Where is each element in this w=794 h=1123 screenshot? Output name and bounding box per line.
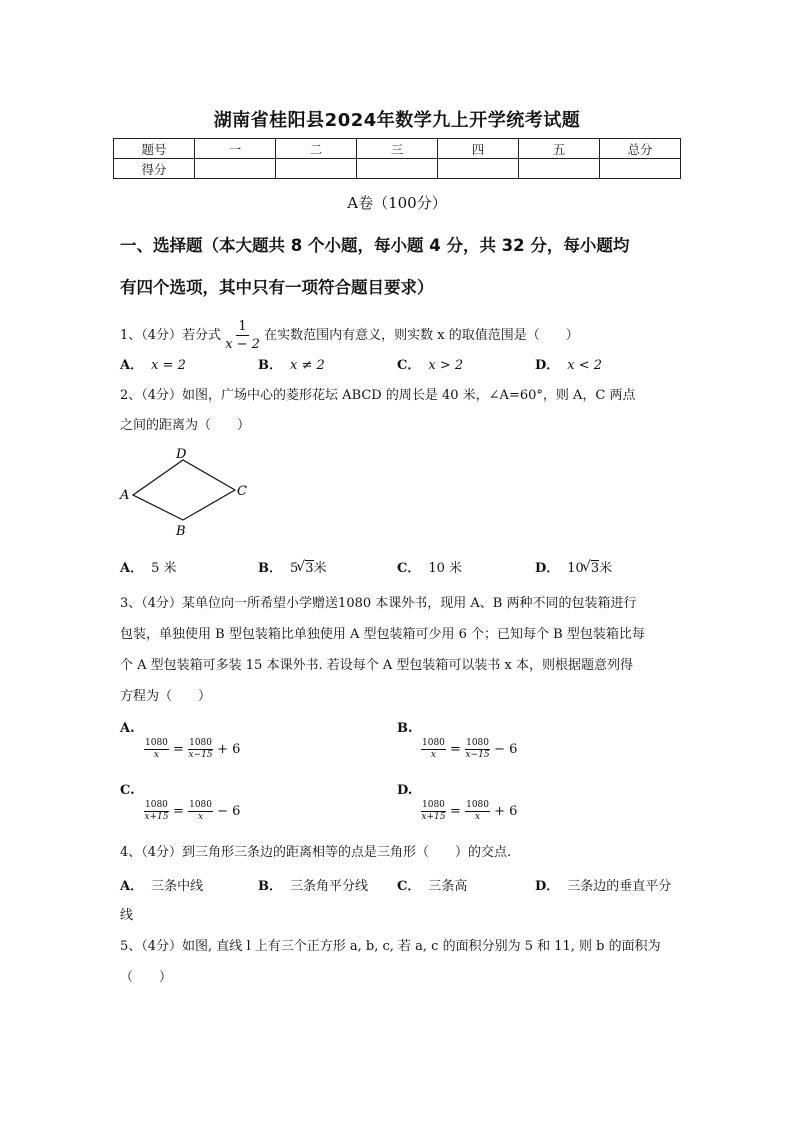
score-input-cell[interactable] xyxy=(438,159,519,179)
option-equation xyxy=(144,738,240,761)
option-text: 三条角平分线 xyxy=(290,879,369,894)
frac-num: 1080 xyxy=(189,800,212,810)
eq-frac-right xyxy=(188,800,213,823)
question-5-line1: 5、（4分）如图, 直线 l 上有三个正方形 a, b, c, 若 a, c 的面积分别为 5 和 11, 则 b 的面积为 xyxy=(120,939,661,954)
eq-frac-right xyxy=(465,800,490,823)
score-input-cell[interactable] xyxy=(276,159,357,179)
option-label: C． xyxy=(397,358,421,373)
option-label: C. xyxy=(120,783,135,798)
option-text: x = 2 xyxy=(151,358,186,373)
q1-frac-num: 1 xyxy=(238,319,247,334)
option-label: D． xyxy=(535,561,560,576)
frac-num: 1080 xyxy=(422,800,445,810)
q1-option-d[interactable] xyxy=(535,354,602,373)
q1-option-a[interactable] xyxy=(120,354,186,373)
exam-title: 湖南省桂阳县2024年数学九上开学统考试题 xyxy=(213,110,581,131)
q1-option-c[interactable] xyxy=(397,354,463,373)
frac-den: x xyxy=(430,750,436,760)
option-label: D. xyxy=(397,783,413,798)
figure-label-a: A xyxy=(120,488,130,503)
frac-den: x+15 xyxy=(421,812,446,822)
score-cell: 总分 xyxy=(600,139,681,159)
rhombus-shape xyxy=(133,460,235,520)
question-4-stem: 4、（4分）到三角形三条边的距离相等的点是三角形（ ）的交点. xyxy=(120,845,512,860)
eq-tail: − 6 xyxy=(494,742,518,757)
frac-den: x+15 xyxy=(144,812,169,822)
option-label: D． xyxy=(535,879,560,894)
option-label: A． xyxy=(120,561,144,576)
option-text: 三条高 xyxy=(428,879,468,894)
score-cell: 三 xyxy=(357,139,438,159)
option-equation xyxy=(421,738,517,761)
sqrt-radicand: 3 xyxy=(305,561,314,576)
score-input-cell[interactable] xyxy=(357,159,438,179)
q1-frac-den: x − 2 xyxy=(225,337,260,352)
figure-label-d: D xyxy=(176,447,187,462)
q3-option-a[interactable] xyxy=(120,721,240,761)
q2-option-a[interactable] xyxy=(120,557,177,576)
question-1-stem xyxy=(120,318,579,353)
frac-num: 1080 xyxy=(145,800,168,810)
eq-frac-left xyxy=(144,800,169,823)
eq-frac-left xyxy=(144,738,169,761)
score-cell: 得分 xyxy=(114,159,195,179)
frac-den: x−15 xyxy=(465,750,490,760)
equals-sign: = xyxy=(173,742,184,757)
score-input-cell[interactable] xyxy=(195,159,276,179)
score-cell: 五 xyxy=(519,139,600,159)
frac-den: x xyxy=(475,812,481,822)
score-input-cell[interactable] xyxy=(519,159,600,179)
q1-prefix: 1、（4分）若分式 xyxy=(120,328,222,343)
q3-option-d[interactable] xyxy=(397,783,517,823)
sqrt-radicand: 3 xyxy=(590,561,600,576)
question-3-line4: 方程为（ ） xyxy=(120,689,212,704)
option-label: D． xyxy=(535,358,560,373)
part-heading-line2: 有四个选项，其中只有一项符合题目要求） xyxy=(120,278,434,297)
option-text: x ≠ 2 xyxy=(290,358,325,373)
question-3-line1: 3、（4分）某单位向一所希望小学赠送1080 本课外书，现用 A、B 两种不同的包装箱进行 xyxy=(120,596,637,611)
score-cell: 一 xyxy=(195,139,276,159)
option-label: C． xyxy=(397,879,421,894)
option-label: C． xyxy=(397,561,421,576)
q4-option-c[interactable] xyxy=(397,875,467,894)
frac-num: 1080 xyxy=(422,738,445,748)
eq-tail: + 6 xyxy=(494,804,518,819)
score-cell: 题号 xyxy=(114,139,195,159)
q3-option-b[interactable] xyxy=(397,721,517,761)
question-2-line1: 2、（4分）如图，广场中心的菱形花坛 ABCD 的周长是 40 米，∠A=60°，则 A，C 两点 xyxy=(120,388,636,403)
eq-tail: − 6 xyxy=(217,804,241,819)
option-label: A. xyxy=(120,721,135,736)
option-label: B. xyxy=(397,721,413,736)
q3-option-c[interactable] xyxy=(120,783,240,823)
frac-den: x xyxy=(198,812,204,822)
option-unit: 米 xyxy=(599,561,613,576)
score-input-cell[interactable] xyxy=(600,159,681,179)
q4-option-b[interactable] xyxy=(258,875,368,894)
sqrt-symbol xyxy=(584,561,599,576)
q1-fraction xyxy=(225,318,260,353)
q2-option-d[interactable] xyxy=(535,557,612,576)
frac-num: 1080 xyxy=(466,800,489,810)
score-table-header-row xyxy=(114,139,681,159)
eq-frac-right xyxy=(188,738,213,761)
option-equation xyxy=(144,800,240,823)
question-3-line3: 个 A 型包装箱可多装 15 本课外书. 若设每个 A 型包装箱可以装书 x 本，则根据题意列得 xyxy=(120,658,633,673)
option-coef: 10 xyxy=(567,561,584,576)
equals-sign: = xyxy=(173,804,184,819)
question-2-line2: 之间的距离为（ ） xyxy=(120,418,251,433)
eq-frac-left xyxy=(421,738,446,761)
option-label: A． xyxy=(120,879,144,894)
eq-frac-left xyxy=(421,800,446,823)
equals-sign: = xyxy=(450,804,461,819)
equals-sign: = xyxy=(450,742,461,757)
score-table xyxy=(113,138,681,179)
section-heading: A卷（100分） xyxy=(347,194,447,212)
q2-option-b[interactable] xyxy=(258,557,327,576)
score-cell: 二 xyxy=(276,139,357,159)
option-label: B． xyxy=(258,561,282,576)
q4-option-d[interactable] xyxy=(535,875,671,894)
sqrt-symbol xyxy=(298,561,313,576)
q2-option-c[interactable] xyxy=(397,557,462,576)
q4-option-a[interactable] xyxy=(120,875,203,894)
q4-option-d-wrap: 线 xyxy=(120,908,134,923)
option-label: A． xyxy=(120,358,144,373)
option-coef: 5 xyxy=(290,561,299,576)
eq-frac-right xyxy=(465,738,490,761)
option-text: x < 2 xyxy=(567,358,603,373)
option-label: B． xyxy=(258,358,282,373)
question-3-line2: 包装，单独使用 B 型包装箱比单独使用 A 型包装箱可少用 6 个；已知每个 B 型包装箱比每 xyxy=(120,627,645,642)
question-5-line2: （ ） xyxy=(120,970,173,985)
eq-tail: + 6 xyxy=(217,742,241,757)
frac-den: x−15 xyxy=(188,750,213,760)
option-text: 10 米 xyxy=(428,561,463,576)
option-text: 5 米 xyxy=(151,561,177,576)
frac-den: x xyxy=(153,750,159,760)
rhombus-figure xyxy=(115,442,255,542)
frac-num: 1080 xyxy=(189,738,212,748)
figure-label-c: C xyxy=(237,484,247,499)
frac-num: 1080 xyxy=(145,738,168,748)
option-text: x > 2 xyxy=(428,358,464,373)
option-text: 三条边的垂直平分 xyxy=(567,879,672,894)
part-heading-line1: 一、选择题（本大题共 8 个小题，每小题 4 分，共 32 分，每小题均 xyxy=(120,236,630,255)
q1-suffix: 在实数范围内有意义，则实数 x 的取值范围是（ ） xyxy=(264,328,579,343)
frac-num: 1080 xyxy=(466,738,489,748)
option-unit: 米 xyxy=(313,561,327,576)
score-cell: 四 xyxy=(438,139,519,159)
option-label: B． xyxy=(258,879,282,894)
figure-label-b: B xyxy=(176,524,186,539)
option-equation xyxy=(421,800,517,823)
q1-option-b[interactable] xyxy=(258,354,325,373)
option-text: 三条中线 xyxy=(151,879,204,894)
score-table-score-row xyxy=(114,159,681,179)
